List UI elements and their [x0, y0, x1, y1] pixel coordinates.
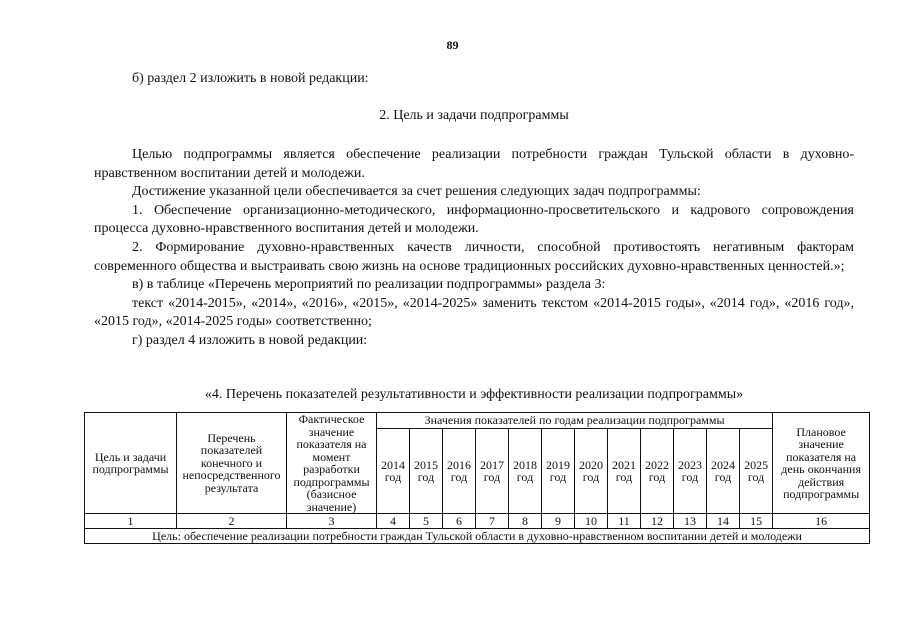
year-number: 2019 [546, 457, 570, 472]
paragraph-task-2: 2. Формирование духовно-нравственных качеств личности, способной противостоять негативным факторам современного общества и выстраивать свою жизнь на основе традиционных российских духовно-нравственных ценностей.»; [94, 239, 854, 274]
year-unit: год [582, 470, 600, 485]
column-number-cell: 3 [287, 514, 377, 529]
column-number-cell: 5 [410, 514, 443, 529]
header-planned-value: Плановое значение показателя на день окончания действия подпрограммы [773, 413, 870, 514]
paragraph-achievement: Достижение указанной цели обеспечивается за счет решения следующих задач подпрограммы: [132, 184, 701, 200]
year-number: 2024 [711, 457, 735, 472]
header-year-2023 [674, 429, 707, 514]
column-number-cell: 7 [476, 514, 509, 529]
column-number-cell: 1 [85, 514, 177, 529]
table-title: «4. Перечень показателей результативности и эффективности реализации подпрограммы» [204, 387, 744, 402]
column-number-cell: 4 [377, 514, 410, 529]
column-number-cell: 8 [509, 514, 542, 529]
paragraph-task-1: 1. Обеспечение организационно-методического, информационно-просветительского и кадрового сопровождения процесса духовно-нравственного воспитания детей и молодежи. [94, 202, 854, 237]
section-title: 2. Цель и задачи подпрограммы [379, 108, 569, 123]
paragraph-item-g: г) раздел 4 изложить в новой редакции: [132, 332, 368, 348]
column-number-cell: 10 [575, 514, 608, 529]
header-year-2024 [707, 429, 740, 514]
header-actual-value: Фактическое значение показателя на момент разработки подпрограммы (базисное значение) [287, 413, 377, 514]
header-year-2014 [377, 429, 410, 514]
column-number-cell: 2 [177, 514, 287, 529]
column-number-cell: 11 [608, 514, 641, 529]
year-number: 2018 [513, 457, 537, 472]
year-unit: год [483, 470, 501, 485]
item-b-text: б) раздел 2 изложить в новой редакции: [132, 71, 369, 86]
column-number-cell: 6 [443, 514, 476, 529]
header-year-2018 [509, 429, 542, 514]
year-number: 2022 [645, 457, 669, 472]
header-years-group: Значения показателей по годам реализации подпрограммы [377, 413, 773, 429]
column-number-cell: 16 [773, 514, 870, 529]
year-number: 2017 [480, 457, 504, 472]
year-number: 2016 [447, 457, 471, 472]
column-number-cell: 9 [542, 514, 575, 529]
paragraph-item-v: в) в таблице «Перечень мероприятий по реализации подпрограммы» раздела 3: [132, 277, 606, 293]
column-number-cell: 12 [641, 514, 674, 529]
body-text [94, 146, 854, 351]
year-number: 2023 [678, 457, 702, 472]
year-number: 2014 [381, 457, 405, 472]
column-number-cell: 14 [707, 514, 740, 529]
header-year-2016 [443, 429, 476, 514]
paragraph-replace: текст «2014-2015», «2014», «2016», «2015», «2014-2025» заменить текстом «2014-2015 годы», «2014 год», «2016 год», «2015 год», «2014-2025 годы» соответственно; [94, 295, 854, 330]
page-number: 89 [446, 38, 459, 52]
header-indicator-list: Перечень показателей конечного и непосредственного результата [177, 413, 287, 514]
header-year-2025 [740, 429, 773, 514]
paragraph-goal: Целью подпрограммы является обеспечение реализации потребности граждан Тульской области в духовно-нравственном воспитании детей и молодежи. [94, 147, 854, 181]
year-number: 2025 [744, 457, 769, 472]
year-unit: год [681, 470, 699, 485]
year-number: 2015 [414, 457, 438, 472]
year-unit: год [384, 470, 402, 485]
column-number-cell: 13 [674, 514, 707, 529]
column-number-cell: 15 [740, 514, 773, 529]
indicators-table [84, 412, 870, 544]
goal-row [85, 529, 870, 544]
year-unit: год [714, 470, 732, 485]
column-numbers-row [85, 514, 870, 529]
year-unit: год [549, 470, 567, 485]
header-goal: Цель и задачи подпрограммы [85, 413, 177, 514]
header-year-2019 [542, 429, 575, 514]
year-unit: год [615, 470, 633, 485]
year-unit: год [450, 470, 468, 485]
year-unit: год [516, 470, 534, 485]
header-year-2020 [575, 429, 608, 514]
year-unit: год [747, 470, 765, 485]
year-unit: год [648, 470, 666, 485]
header-year-2021 [608, 429, 641, 514]
goal-cell: Цель: обеспечение реализации потребности граждан Тульской области в духовно-нравственном воспитании детей и молодежи [85, 529, 870, 544]
year-unit: год [417, 470, 435, 485]
year-number: 2021 [612, 457, 636, 472]
header-year-2017 [476, 429, 509, 514]
header-year-2022 [641, 429, 674, 514]
header-year-2015 [410, 429, 443, 514]
year-number: 2020 [579, 457, 603, 472]
